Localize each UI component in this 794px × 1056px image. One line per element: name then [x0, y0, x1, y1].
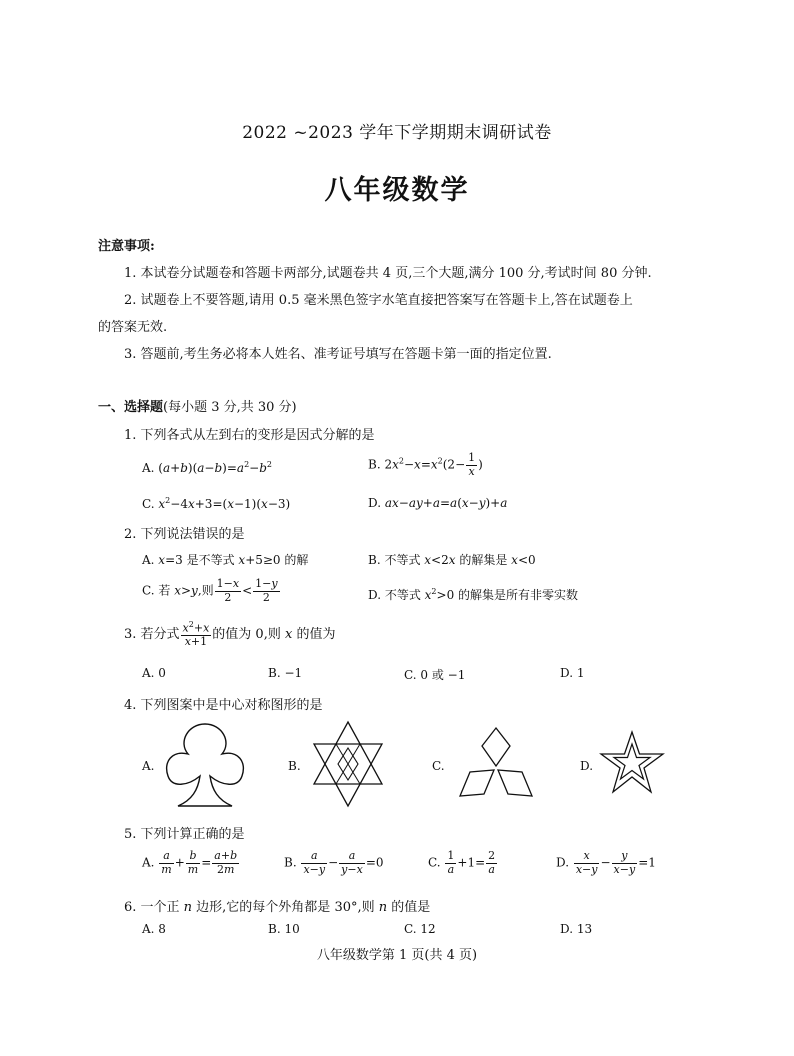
- club-figure: [160, 720, 250, 812]
- notice-item-3: 3. 答题前,考生务必将本人姓名、准考证号填写在答题卡第一面的指定位置.: [124, 347, 552, 362]
- question-3-stem: 3. 若分式 $\frac{x^2+x}{x+1}$ 的值为 0,则 x 的值为: [124, 620, 336, 649]
- question-3-option-a: A. 0: [142, 666, 166, 680]
- question-5-stem: 5. 下列计算正确的是: [124, 827, 245, 842]
- question-4-option-b: B.: [288, 759, 301, 773]
- question-3-option-d: D. 1: [560, 666, 585, 680]
- question-6-option-d: D. 13: [560, 922, 593, 936]
- question-1-option-a: A. $(a+b)(a-b)=a^2-b^2$: [142, 460, 273, 475]
- question-2-option-d: D. 不等式 $x^2>0$ 的解集是所有非零实数: [368, 587, 579, 602]
- question-2-stem: 2. 下列说法错误的是: [124, 527, 245, 542]
- question-6-option-b: B. 10: [268, 922, 300, 936]
- question-1-option-d: D. ax−ay+a=a(x−y)+a: [368, 496, 508, 510]
- notice-item-2: 2. 试题卷上不要答题,请用 0.5 毫米黑色签字水笔直接把答案写在答题卡上,答在试题卷上: [124, 293, 633, 308]
- question-4-option-d: D.: [580, 759, 594, 773]
- section-note: (每小题 3 分,共 30 分): [163, 400, 297, 415]
- question-4-option-c: C.: [432, 759, 445, 773]
- question-5-option-b: B. $\frac{a}{x-y}$ − $\frac{a}{y-x}$ =0: [284, 849, 384, 876]
- page-footer: 八年级数学第 1 页(共 4 页): [316, 948, 478, 963]
- question-2-option-b: B. 不等式 x<2x 的解集是 x<0: [368, 553, 536, 567]
- question-3-option-b: B. −1: [268, 666, 303, 680]
- question-5-option-d: D. $\frac{x}{x-y}$ − $\frac{y}{x-y}$ =1: [556, 849, 656, 876]
- question-6-stem: 6. 一个正 n 边形,它的每个外角都是 30°,则 n 的值是: [124, 900, 431, 915]
- question-2-option-a: A. x=3 是不等式 x+5≥0 的解: [142, 553, 309, 567]
- section-heading: [98, 396, 297, 415]
- triangles-figure: [306, 718, 390, 810]
- subject-title: 八年级数学: [324, 175, 470, 206]
- section-title: 一、选择题: [98, 400, 164, 415]
- notice-item-2-cont: 的答案无效.: [98, 320, 168, 335]
- question-6-option-a: A. 8: [142, 922, 166, 936]
- question-1-option-c: C. $x^2-4x+3=(x-1)(x-3)$: [142, 496, 291, 511]
- question-1-option-b: B. $2x^2-x=x^2(2-$ $\frac{1}{x}$ ): [368, 451, 483, 478]
- rhombi-figure: [454, 724, 538, 802]
- question-1-stem: 1. 下列各式从左到右的变形是因式分解的是: [124, 428, 375, 443]
- question-4-stem: 4. 下列图案中是中心对称图形的是: [124, 698, 323, 713]
- question-3-option-c: C. 0 或 −1: [404, 668, 466, 682]
- question-4-option-a: A.: [142, 759, 155, 773]
- double-star-figure: [598, 730, 666, 796]
- question-2-option-c: C. 若 x>y,则 $\frac{1-x}{2}$ < $\frac{1-y}{2}$: [142, 577, 278, 604]
- question-6-option-c: C. 12: [404, 922, 436, 936]
- question-5-option-a: A. $\frac{a}{m}$ + $\frac{b}{m}$ = $\frac{a+b}{2m}$: [142, 849, 238, 876]
- question-5-option-c: C. $\frac{1}{a}$ +1= $\frac{2}{a}$: [428, 849, 496, 876]
- notice-heading: 注意事项:: [98, 239, 155, 254]
- exam-title: 2022 ~2023 学年下学期期末调研试卷: [242, 123, 552, 143]
- notice-item-1: 1. 本试卷分试题卷和答题卡两部分,试题卷共 4 页,三个大题,满分 100 分,考试时间 80 分钟.: [124, 266, 652, 281]
